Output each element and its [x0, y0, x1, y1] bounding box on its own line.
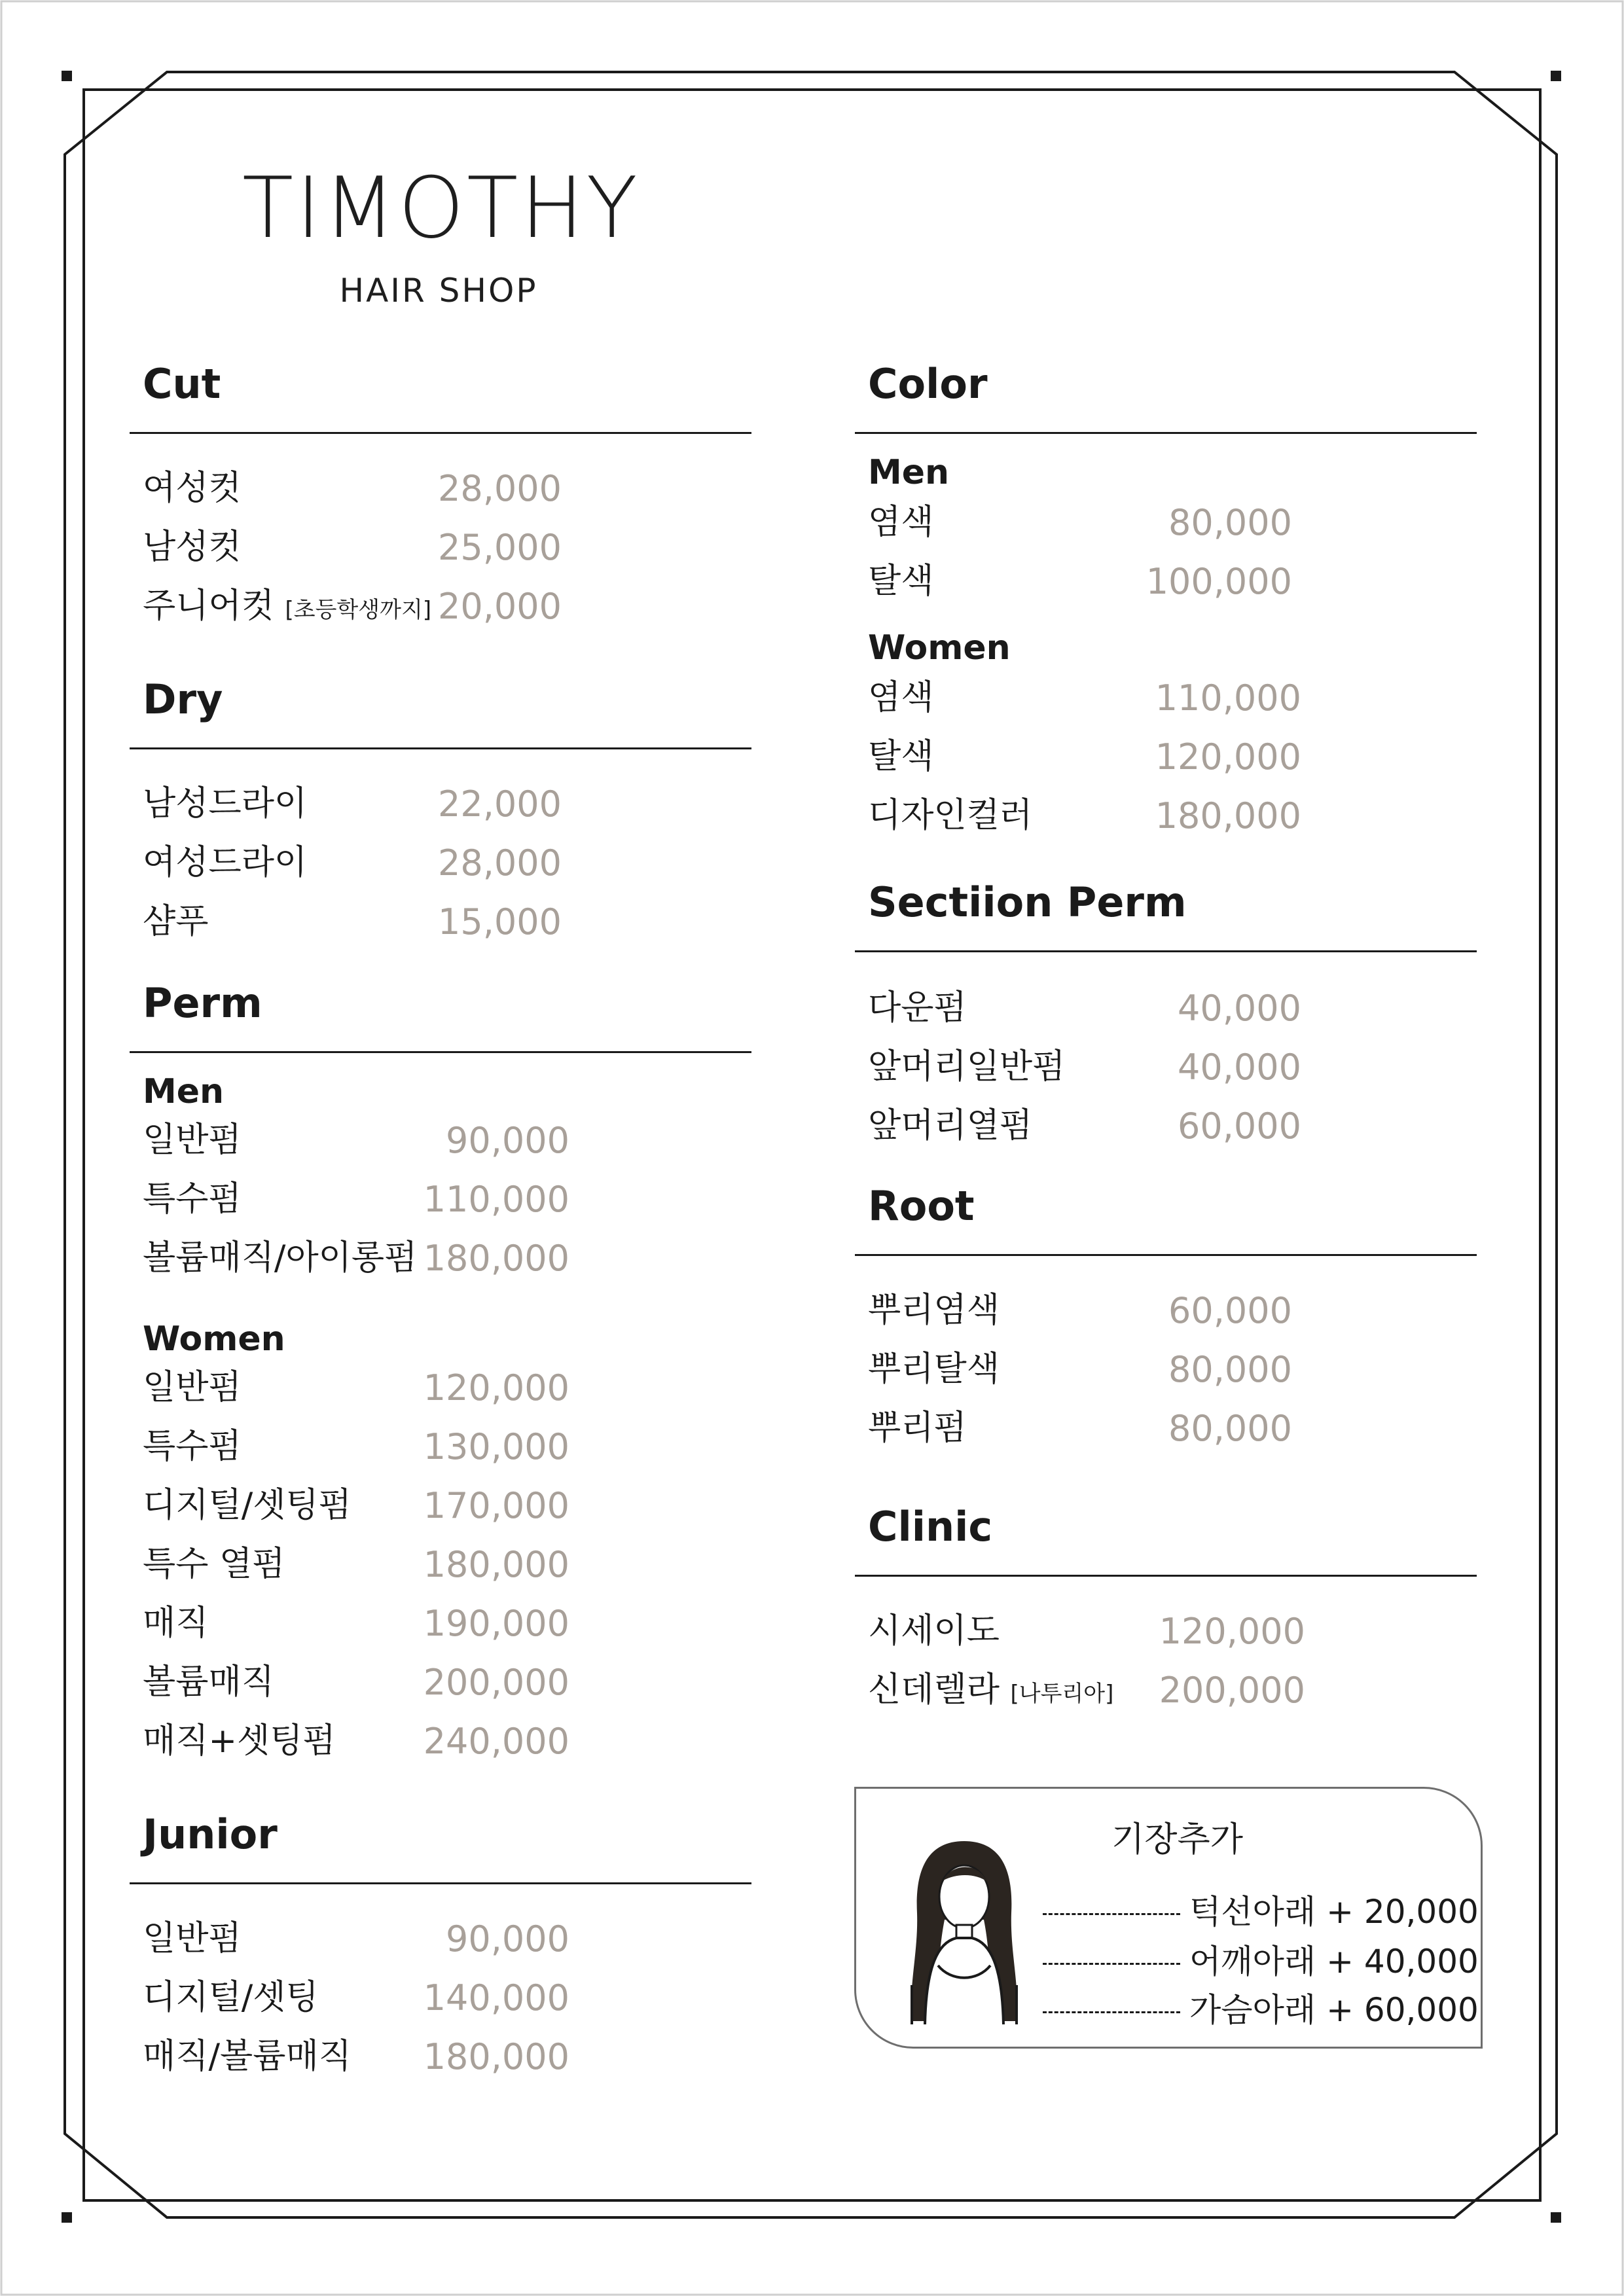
item-name: 탈색 [868, 562, 934, 601]
item-note: [나투리아] [1010, 1681, 1114, 1707]
shop-name: TIMOTHY [242, 160, 640, 257]
item-name-text: 주니어컷 [143, 586, 274, 626]
item-name: 매직+셋팅펌 [143, 1721, 336, 1761]
section-title: Color [868, 360, 988, 408]
section-title: Cut [143, 360, 221, 408]
section-divider [855, 432, 1477, 434]
item-name: 뿌리탈색 [868, 1350, 1000, 1389]
item-name [143, 586, 432, 626]
item-price: 140,000 [423, 1977, 569, 2018]
item-price: 200,000 [423, 1662, 569, 1703]
extra-length-label: 가슴아래 + 60,000 [1189, 1991, 1479, 2029]
brand-header [242, 160, 640, 310]
group-subtitle-men: Men [868, 453, 950, 492]
item-name: 남성컷 [143, 528, 242, 567]
section-title: Perm [143, 979, 262, 1027]
item-price: 100,000 [1146, 561, 1292, 602]
section-title: Clinic [868, 1503, 993, 1551]
item-price: 40,000 [1178, 988, 1301, 1029]
item-price: 200,000 [1159, 1670, 1305, 1711]
extra-length-row [1043, 1886, 1479, 1933]
item-price: 180,000 [423, 1238, 569, 1279]
dashed-leader [1043, 1913, 1180, 1915]
section-divider [855, 1575, 1477, 1577]
item-name: 디지털/셋팅펌 [143, 1486, 352, 1525]
section-divider [855, 1254, 1477, 1256]
item-price: 130,000 [423, 1426, 569, 1467]
item-price: 60,000 [1178, 1105, 1301, 1147]
item-price: 28,000 [438, 468, 562, 509]
group-subtitle-women: Women [143, 1319, 285, 1359]
item-price: 120,000 [1155, 736, 1301, 778]
item-price: 28,000 [438, 842, 562, 884]
item-name: 뿌리염색 [868, 1291, 1000, 1330]
extra-length-label: 어깨아래 + 40,000 [1189, 1943, 1479, 1981]
item-name: 특수 열펌 [143, 1545, 285, 1584]
item-name: 염색 [868, 503, 934, 542]
item-name: 디지털/셋팅 [143, 1978, 319, 2017]
item-price: 110,000 [423, 1179, 569, 1220]
item-name: 남성드라이 [143, 784, 308, 823]
section-divider [130, 1051, 751, 1053]
section-divider [130, 747, 751, 749]
section-divider [130, 432, 751, 434]
item-name: 특수펌 [143, 1427, 242, 1466]
item-price: 90,000 [446, 1918, 569, 1960]
item-price: 170,000 [423, 1485, 569, 1526]
item-price: 240,000 [423, 1721, 569, 1762]
long-hair-woman-icon [899, 1835, 1030, 2031]
extra-length-label: 턱선아래 + 20,000 [1189, 1893, 1479, 1931]
section-title: Dry [143, 675, 223, 723]
section-title: Junior [143, 1810, 278, 1858]
item-name: 특수펌 [143, 1179, 242, 1219]
section-divider [855, 950, 1477, 952]
item-name: 볼륨매직/아이롱펌 [143, 1238, 418, 1278]
group-subtitle-women: Women [868, 628, 1011, 668]
item-price: 80,000 [1168, 1408, 1292, 1449]
item-name: 시세이도 [868, 1611, 1000, 1651]
item-price: 80,000 [1168, 502, 1292, 543]
item-price: 120,000 [1159, 1611, 1305, 1652]
item-name: 염색 [868, 678, 934, 717]
item-name [868, 1670, 1114, 1710]
item-name: 샴푸 [143, 902, 209, 941]
extra-length-title: 기장추가 [1111, 1820, 1243, 1859]
item-name: 여성드라이 [143, 843, 308, 882]
section-title: Sectiion Perm [868, 878, 1187, 926]
item-name: 앞머리일반펌 [868, 1047, 1066, 1086]
item-price: 15,000 [438, 901, 562, 942]
dashed-leader [1043, 1963, 1180, 1965]
extra-length-panel [854, 1787, 1483, 2049]
item-name: 볼륨매직 [143, 1662, 274, 1702]
item-price: 40,000 [1178, 1047, 1301, 1088]
item-price: 110,000 [1155, 677, 1301, 719]
item-name: 뿌리펌 [868, 1408, 967, 1448]
item-price: 120,000 [423, 1367, 569, 1408]
section-divider [130, 1882, 751, 1884]
item-price: 180,000 [1155, 795, 1301, 836]
item-name-text: 신데렐라 [868, 1670, 1000, 1710]
extra-length-row [1043, 1935, 1479, 1982]
item-price: 22,000 [438, 783, 562, 825]
item-price: 25,000 [438, 527, 562, 568]
item-name: 다운펌 [868, 988, 967, 1028]
item-note: [초등학생까지] [285, 597, 432, 623]
item-name: 디자인컬러 [868, 796, 1033, 835]
item-name: 매직 [143, 1604, 209, 1643]
item-price: 20,000 [438, 586, 562, 627]
section-title: Root [868, 1182, 975, 1230]
item-price: 80,000 [1168, 1349, 1292, 1390]
item-name: 일반펌 [143, 1121, 242, 1160]
shop-subtitle: HAIR SHOP [339, 272, 538, 310]
item-price: 180,000 [423, 2036, 569, 2077]
item-name: 일반펌 [143, 1368, 242, 1407]
item-name: 앞머리열펌 [868, 1106, 1033, 1145]
item-name: 일반펌 [143, 1919, 242, 1958]
item-name: 탈색 [868, 737, 934, 776]
dashed-leader [1043, 2011, 1180, 2013]
item-price: 90,000 [446, 1120, 569, 1161]
item-name: 매직/볼륨매직 [143, 2037, 352, 2076]
item-price: 180,000 [423, 1544, 569, 1585]
item-price: 190,000 [423, 1603, 569, 1644]
group-subtitle-men: Men [143, 1072, 225, 1111]
item-price: 60,000 [1168, 1290, 1292, 1331]
extra-length-row [1043, 1984, 1479, 2031]
item-name: 여성컷 [143, 469, 242, 508]
